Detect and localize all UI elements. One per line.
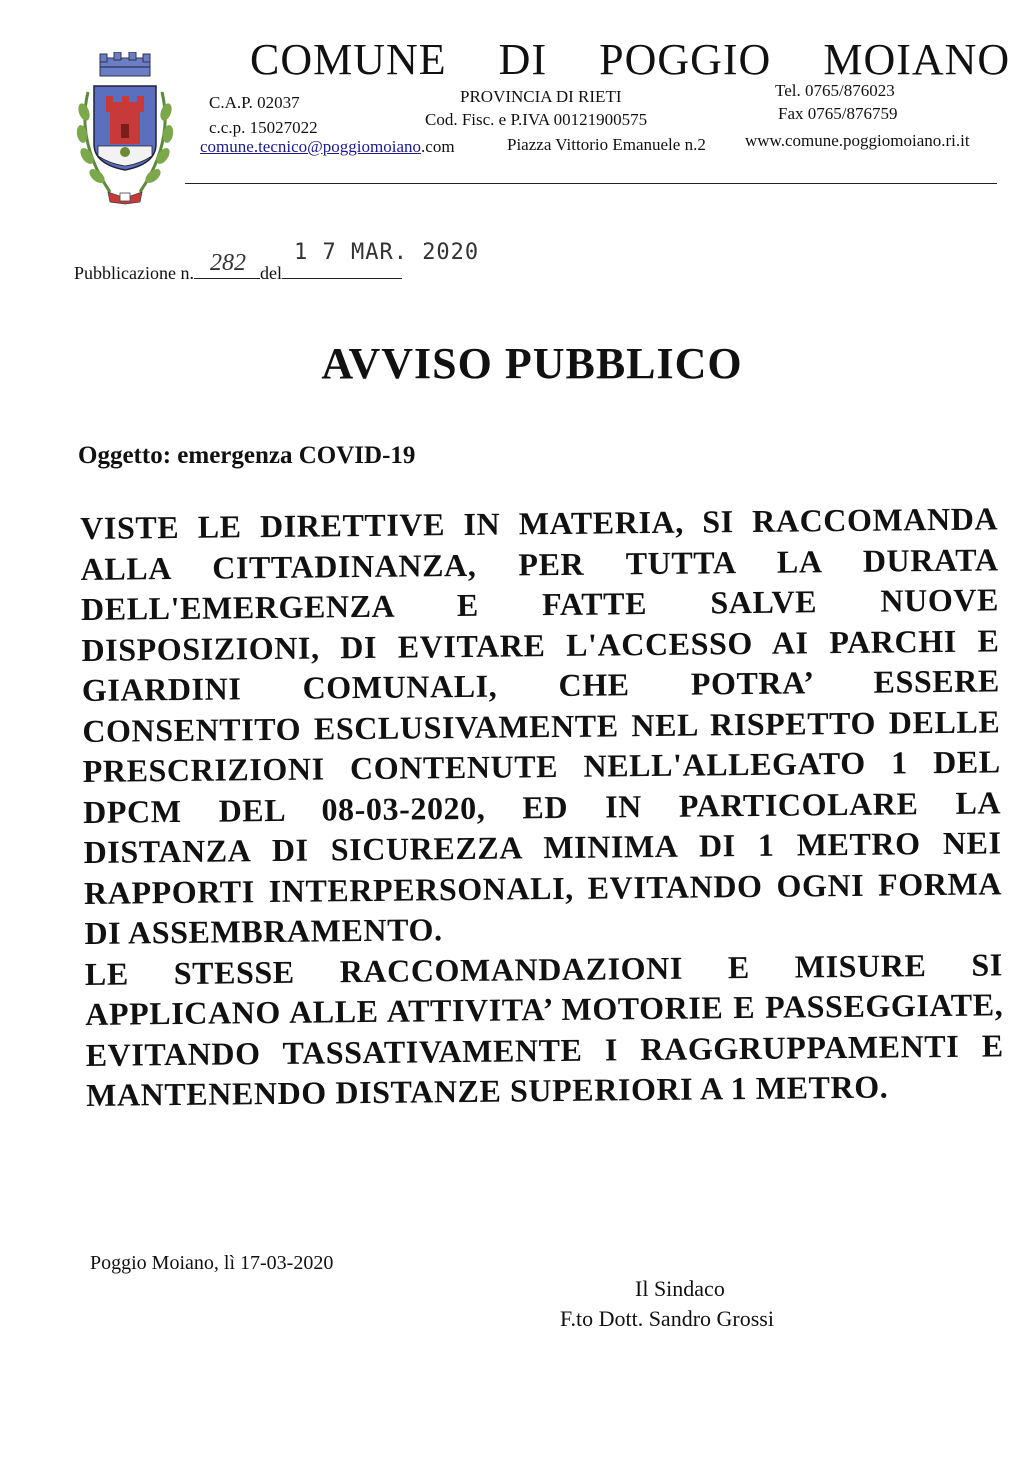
- publication-del-label: del: [259, 263, 282, 283]
- notice-paragraph-1: VISTE LE DIRETTIVE IN MATERIA, SI RACCOMANDA ALLA CITTADINANZA, PER TUTTA LA DURATA DELL'EMERGENZA E FATTE SALVE NUOVE DISPOSIZIONI, DI EVITARE L'ACCESSO AI PARCHI E GIARDINI COMUNALI, CHE POTRA’ ESSERE CONSENTITO ESCLUSIVAMENTE NEL RISPETTO DELLE PRESCRIZIONI CONTENUTE NELL'ALLEGATO 1 DEL DPCM DEL 08-03-2020, ED IN PARTICOLARE LA DISTANZA DI SICUREZZA MINIMA DI 1 METRO NEI RAPPORTI INTERPERSONALI, EVITANDO OGNI FORMA DI ASSEMBRAMENTO.: [80, 500, 1003, 951]
- notice-paragraph-2: LE STESSE RACCOMANDAZIONI E MISURE SI APPLICANO ALLE ATTIVITA’ MOTORIE E PASSEGGIATE, EVITANDO TASSATIVAMENTE I RAGGRUPPAMENTI E MANTENENDO DISTANZE SUPERIORI A 1 METRO.: [84, 945, 1004, 1113]
- notice-body: [80, 498, 1004, 1115]
- notice-title-text: AVVISO PUBBLICO: [321, 339, 743, 388]
- signer-name: F.to Dott. Sandro Grossi: [560, 1306, 774, 1331]
- publication-line: [74, 240, 480, 284]
- coat-of-arms-icon: [70, 52, 180, 212]
- publication-number-field: [194, 250, 260, 279]
- notice-title: [0, 338, 1028, 389]
- fax: Fax 0765/876759: [778, 104, 898, 123]
- signer-role: Il Sindaco: [635, 1276, 725, 1301]
- email-tld: .com: [421, 137, 455, 156]
- province: PROVINCIA DI RIETI: [460, 87, 622, 106]
- tax-code: Cod. Fisc. e P.IVA 00121900575: [425, 110, 648, 129]
- publication-number: 282: [209, 250, 246, 276]
- address: Piazza Vittorio Emanuele n.2: [507, 135, 706, 154]
- header-divider: [185, 183, 997, 184]
- website[interactable]: www.comune.poggiomoiano.ri.it: [745, 131, 970, 150]
- email-contact[interactable]: [200, 137, 455, 157]
- notice-subject: Oggetto: emergenza COVID-19: [78, 442, 416, 469]
- postal-code: C.A.P. 02037: [209, 93, 300, 112]
- place-date: Poggio Moiano, lì 17-03-2020: [90, 1252, 334, 1274]
- municipality-title: COMUNE DI POGGIO MOIANO: [250, 35, 1011, 84]
- publication-label: Pubblicazione n.: [74, 263, 194, 283]
- publication-date-field: [282, 240, 480, 279]
- postal-account: c.c.p. 15027022: [209, 118, 318, 137]
- date-stamp: 1 7 MAR. 2020: [293, 240, 480, 265]
- email-link[interactable]: comune.tecnico@poggiomoiano: [200, 137, 422, 156]
- telephone: Tel. 0765/876023: [775, 81, 895, 100]
